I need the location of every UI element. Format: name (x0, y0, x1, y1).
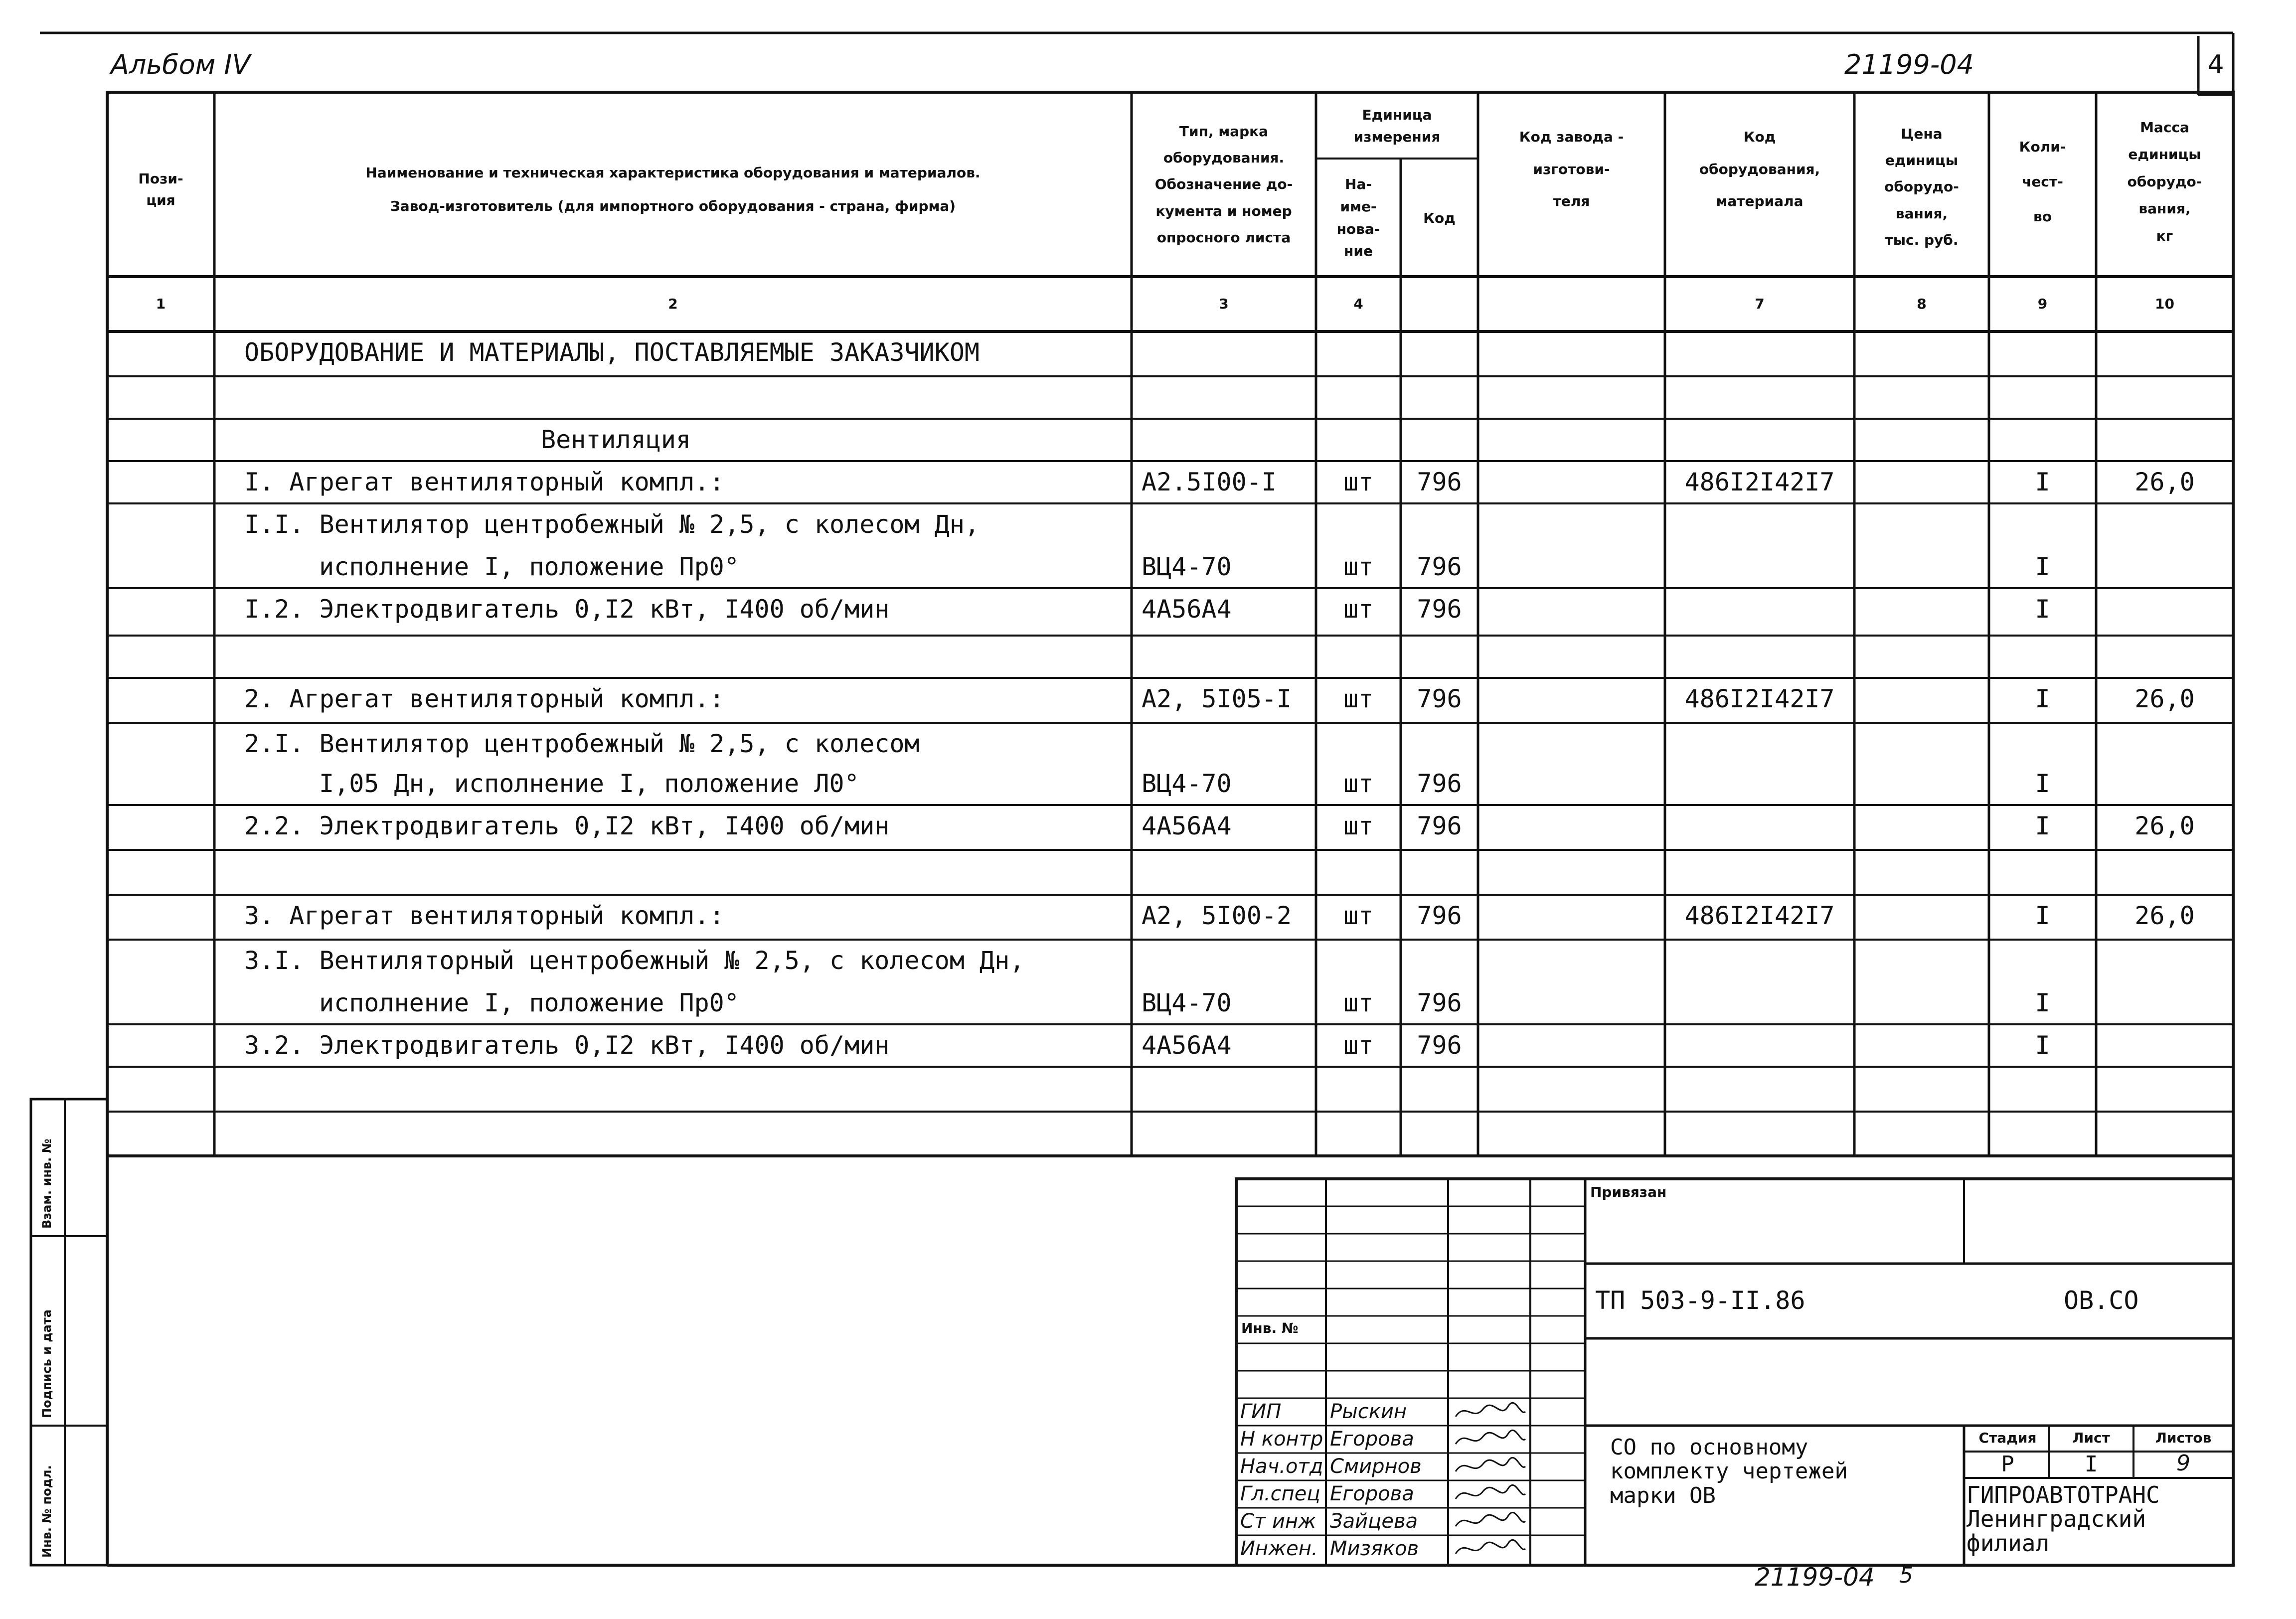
signature-name: Смирнов (1330, 1455, 1422, 1478)
attached-label: Привязан (1590, 1184, 1667, 1200)
col-header-mass: Масса единицы оборудо- вания, кг (2127, 119, 2202, 244)
row-name: 3.I. Вентиляторный центробежный № 2,5, с колесом Дн, (244, 946, 1025, 975)
row-type: А2, 5I05-I (1142, 684, 1292, 713)
row-type: 4А56А4 (1142, 595, 1232, 624)
signature-name: Мизяков (1330, 1537, 1419, 1560)
row-type: ВЦ4-70 (1142, 769, 1232, 798)
row-unit-code: 796 (1417, 901, 1462, 930)
row-type: А2.5I00-I (1142, 468, 1277, 496)
handwritten-signature (1453, 1481, 1528, 1506)
row-name: I.I. Вентилятор центробежный № 2,5, с колесом Дн, (244, 510, 980, 539)
col-number: 4 (1353, 296, 1363, 313)
col-number: 1 (156, 296, 166, 313)
side-label-replace-inv: Взам. инв. № (40, 1138, 54, 1229)
row-unit: шт (1343, 1031, 1374, 1060)
signature-role: Н контр (1240, 1428, 1323, 1451)
row-unit: шт (1343, 595, 1374, 624)
document-number: 21199-04 (1844, 49, 1974, 80)
stage-value: Р (2001, 1452, 2014, 1477)
col-number: 10 (2155, 296, 2174, 313)
row-mass: 26,0 (2134, 468, 2195, 496)
sheet-value: I (2084, 1452, 2098, 1477)
signature-role: Ст инж (1240, 1510, 1316, 1533)
row-name: ОБОРУДОВАНИЕ И МАТЕРИАЛЫ, ПОСТАВЛЯЕМЫЕ ЗАКАЗЧИКОМ (244, 338, 980, 367)
signature-name: Рыскин (1330, 1400, 1407, 1423)
inv-label: Инв. № (1241, 1320, 1299, 1336)
project-code: ТП 503-9-II.86 (1595, 1286, 1805, 1315)
row-name: I.2. Электродвигатель 0,I2 кВт, I400 об/мин (244, 595, 890, 624)
col-number: 2 (668, 296, 678, 313)
row-type: 4А56А4 (1142, 811, 1232, 840)
row-type: А2, 5I00-2 (1142, 901, 1292, 930)
col-number: 3 (1219, 296, 1229, 313)
signature-name: Зайцева (1330, 1510, 1418, 1533)
signature-name: Егорова (1330, 1428, 1414, 1451)
row-unit-code: 796 (1417, 595, 1462, 624)
row-unit-code: 796 (1417, 988, 1462, 1017)
col-header-unit-code: Код (1423, 209, 1456, 226)
row-name: Вентиляция (541, 425, 691, 454)
col-number: 7 (1755, 296, 1765, 313)
bottom-document-code: 21199-04 (1755, 1563, 1875, 1592)
row-name: исполнение I, положение Пр0° (319, 552, 739, 581)
col-header-quantity: Коли- чест- во (2019, 139, 2066, 225)
col-header-position: Пози- ция (138, 170, 183, 208)
col-header-plant-code: Код завода - изготови- теля (1519, 129, 1624, 210)
row-name: 2.2. Электродвигатель 0,I2 кВт, I400 об/мин (244, 811, 890, 840)
drawing-mark: ОВ.СО (2064, 1286, 2139, 1315)
sheets-value: 9 (2176, 1451, 2190, 1476)
row-type: ВЦ4-70 (1142, 988, 1232, 1017)
signature-role: Нач.отд (1240, 1455, 1323, 1478)
row-unit-code: 796 (1417, 684, 1462, 713)
row-name: I. Агрегат вентиляторный компл.: (244, 468, 725, 496)
stage-label: Стадия (1978, 1430, 2037, 1446)
row-name: 3. Агрегат вентиляторный компл.: (244, 901, 725, 930)
row-quantity: I (2035, 468, 2050, 496)
handwritten-signature (1453, 1454, 1528, 1479)
row-unit-code: 796 (1417, 468, 1462, 496)
row-unit: шт (1343, 901, 1374, 930)
row-name: I,05 Дн, исполнение I, положение Л0° (319, 769, 859, 798)
row-unit: шт (1343, 811, 1374, 840)
col-number: 9 (2037, 296, 2048, 313)
col-header-unit-group: Единица измерения (1353, 107, 1441, 145)
row-unit: шт (1343, 988, 1374, 1017)
signature-role: Гл.спец (1240, 1482, 1320, 1505)
row-mass: 26,0 (2134, 811, 2195, 840)
row-unit: шт (1343, 552, 1374, 581)
row-type: 4А56А4 (1142, 1031, 1232, 1060)
row-quantity: I (2035, 1031, 2050, 1060)
signature-name: Егорова (1330, 1482, 1414, 1505)
row-name: 2. Агрегат вентиляторный компл.: (244, 684, 725, 713)
col-number: 8 (1917, 296, 1927, 313)
col-header-price: Цена единицы оборудо- вания, тыс. руб. (1884, 126, 1959, 248)
organization: ГИПРОАВТОТРАНС Ленинградский филиал (1967, 1481, 2160, 1557)
col-header-equipment-code: Код оборудования, материала (1699, 129, 1820, 210)
row-equipment-code: 486I2I42I7 (1684, 684, 1835, 713)
signature-role: ГИП (1240, 1400, 1282, 1423)
album-label: Альбом IV (111, 49, 251, 80)
row-quantity: I (2035, 811, 2050, 840)
row-quantity: I (2035, 769, 2050, 798)
handwritten-signature (1453, 1536, 1528, 1561)
signature-role: Инжен. (1240, 1537, 1318, 1560)
row-mass: 26,0 (2134, 901, 2195, 930)
row-mass: 26,0 (2134, 684, 2195, 713)
side-label-inv-orig: Инв. № подл. (40, 1465, 54, 1558)
row-equipment-code: 486I2I42I7 (1684, 901, 1835, 930)
handwritten-signature (1453, 1509, 1528, 1534)
row-name: 2.I. Вентилятор центробежный № 2,5, с колесом (244, 729, 920, 758)
row-unit: шт (1343, 468, 1374, 496)
row-unit-code: 796 (1417, 811, 1462, 840)
row-equipment-code: 486I2I42I7 (1684, 468, 1835, 496)
row-quantity: I (2035, 988, 2050, 1017)
row-name: исполнение I, положение Пр0° (319, 988, 739, 1017)
handwritten-signature (1453, 1399, 1528, 1424)
sheet-description: СО по основному комплекту чертежей марки ОВ (1610, 1435, 1848, 1508)
row-quantity: I (2035, 684, 2050, 713)
row-unit-code: 796 (1417, 769, 1462, 798)
side-label-signature-date: Подпись и дата (40, 1309, 54, 1418)
row-quantity: I (2035, 901, 2050, 930)
col-header-name: Наименование и техническая характеристика оборудования и материалов. Завод-изготовитель (для импортного оборудования - страна, фирма) (365, 164, 981, 214)
row-type: ВЦ4-70 (1142, 552, 1232, 581)
sheets-label: Листов (2155, 1430, 2212, 1446)
col-header-unit-name: На- име- нова- ние (1336, 175, 1380, 260)
sheet-label: Лист (2072, 1430, 2110, 1446)
row-name: 3.2. Электродвигатель 0,I2 кВт, I400 об/мин (244, 1031, 890, 1060)
row-quantity: I (2035, 552, 2050, 581)
page-number: 4 (2207, 50, 2224, 80)
handwritten-signature (1453, 1427, 1528, 1452)
row-unit-code: 796 (1417, 552, 1462, 581)
bottom-mark: 5 (1899, 1563, 1913, 1588)
row-quantity: I (2035, 595, 2050, 624)
row-unit: шт (1343, 684, 1374, 713)
row-unit: шт (1343, 769, 1374, 798)
col-header-type: Тип, марка оборудования. Обозначение до- кумента и номер опросного листа (1154, 123, 1293, 246)
row-unit-code: 796 (1417, 1031, 1462, 1060)
